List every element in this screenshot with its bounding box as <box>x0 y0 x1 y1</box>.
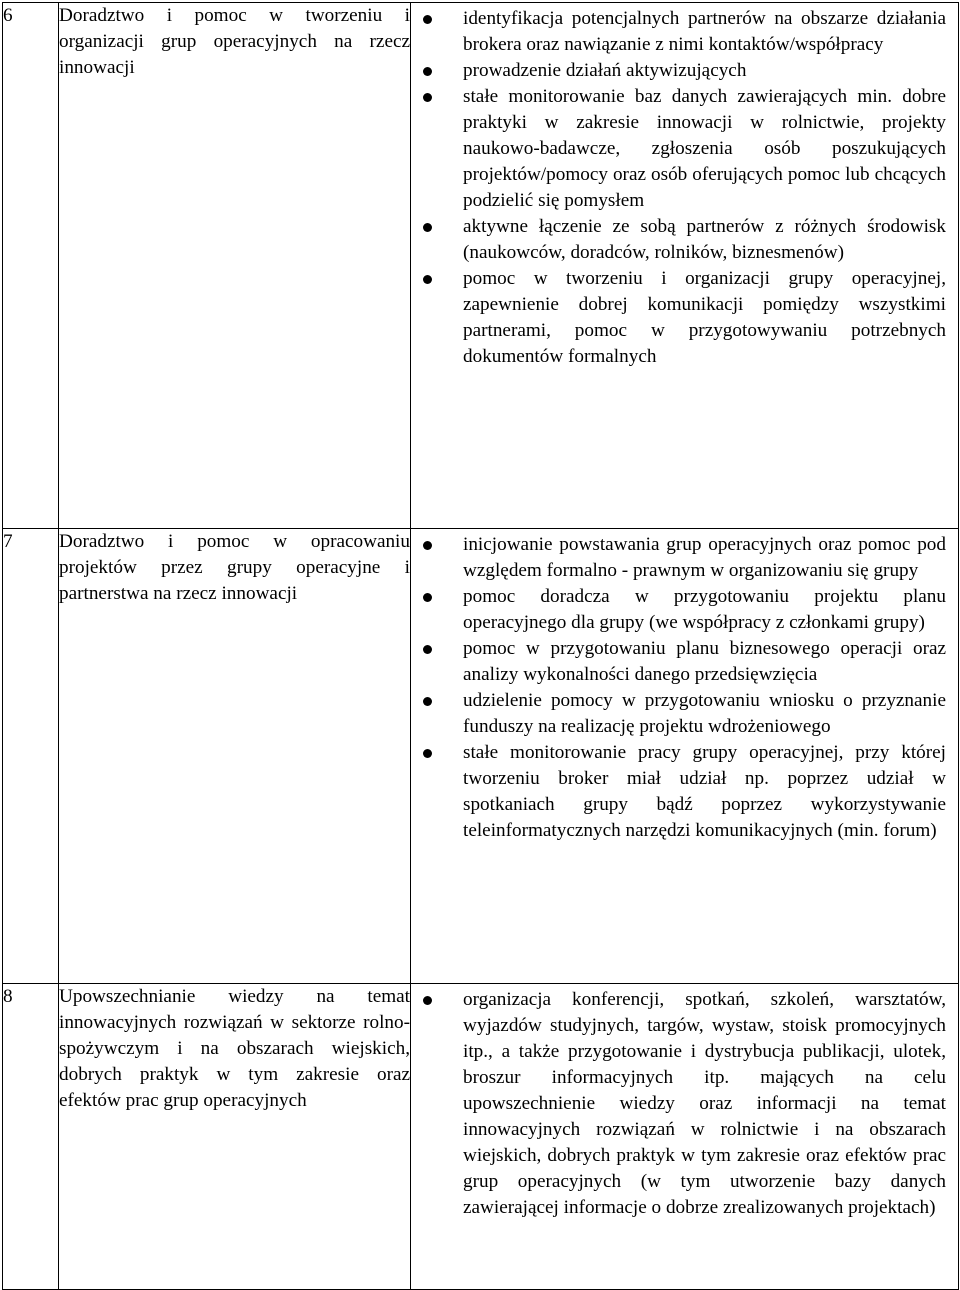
list-item: organizacja konferencji, spotkań, szkoleń, warsztatów, wyjazdów studyjnych, targów, wystaw, stoisk promocyjnych itp., a także przygotowanie i dystrybucja publikacji, ulotek, broszur informacyjnych itp. mających na celu upowszechnienie wiedzy oraz informacji na temat innowacyjnych rozwiązań w rolnictwie i na obszarach wiejskich, dobrych praktyk w tym zakresie oraz efektów prac grup operacyjnych (w tym utworzenie bazy danych zawierającej informacje o dobrze zrealizowanych projektach) <box>411 987 946 1221</box>
document-table <box>2 2 959 1290</box>
list-item: stałe monitorowanie baz danych zawierających min. dobre praktyki w zakresie innowacji w rolnictwie, projekty naukowo-badawcze, zgłoszenia osób poszukujących projektów/pomocy oraz osób oferujących pomoc lub chcących podzielić się pomysłem <box>411 84 946 214</box>
bullet-list <box>411 984 958 1221</box>
list-item: pomoc w przygotowaniu planu biznesowego operacji oraz analizy wykonalności danego przedsięwzięcia <box>411 636 946 688</box>
list-item: aktywne łączenie ze sobą partnerów z różnych środowisk (naukowców, doradców, rolników, biznesmenów) <box>411 214 946 266</box>
row-title: Doradztwo i pomoc w opracowaniu projektów przez grupy operacyjne i partnerstwa na rzecz innowacji <box>59 529 411 984</box>
list-item: inicjowanie powstawania grup operacyjnych oraz pomoc pod względem formalno - prawnym w organizowaniu się grupy <box>411 532 946 584</box>
list-item: pomoc w tworzeniu i organizacji grupy operacyjnej, zapewnienie dobrej komunikacji pomiędzy wszystkimi partnerami, pomoc w przygotowywaniu potrzebnych dokumentów formalnych <box>411 266 946 370</box>
list-item: pomoc doradcza w przygotowaniu projektu planu operacyjnego dla grupy (we współpracy z członkami grupy) <box>411 584 946 636</box>
row-description <box>411 529 959 984</box>
list-item: prowadzenie działań aktywizujących <box>411 58 946 84</box>
row-description <box>411 3 959 529</box>
row-number: 6 <box>3 3 59 529</box>
row-number: 7 <box>3 529 59 984</box>
list-item: stałe monitorowanie pracy grupy operacyjnej, przy której tworzeniu broker miał udział np. poprzez udział w spotkaniach grupy bądź poprzez wykorzystywanie teleinformatycznych narzędzi komunikacyjnych (min. forum) <box>411 740 946 844</box>
row-description <box>411 984 959 1290</box>
table-row <box>3 529 959 984</box>
row-number: 8 <box>3 984 59 1290</box>
list-item: udzielenie pomocy w przygotowaniu wniosku o przyznanie funduszy na realizację projektu wdrożeniowego <box>411 688 946 740</box>
bullet-list <box>411 529 958 844</box>
row-title: Upowszechnianie wiedzy na temat innowacyjnych rozwiązań w sektorze rolno-spożywczym i na obszarach wiejskich, dobrych praktyk w tym zakresie oraz efektów prac grup operacyjnych <box>59 984 411 1290</box>
bullet-list <box>411 3 958 370</box>
table-row <box>3 3 959 529</box>
row-title: Doradztwo i pomoc w tworzeniu i organizacji grup operacyjnych na rzecz innowacji <box>59 3 411 529</box>
list-item: identyfikacja potencjalnych partnerów na obszarze działania brokera oraz nawiązanie z nimi kontaktów/współpracy <box>411 6 946 58</box>
table-row <box>3 984 959 1290</box>
